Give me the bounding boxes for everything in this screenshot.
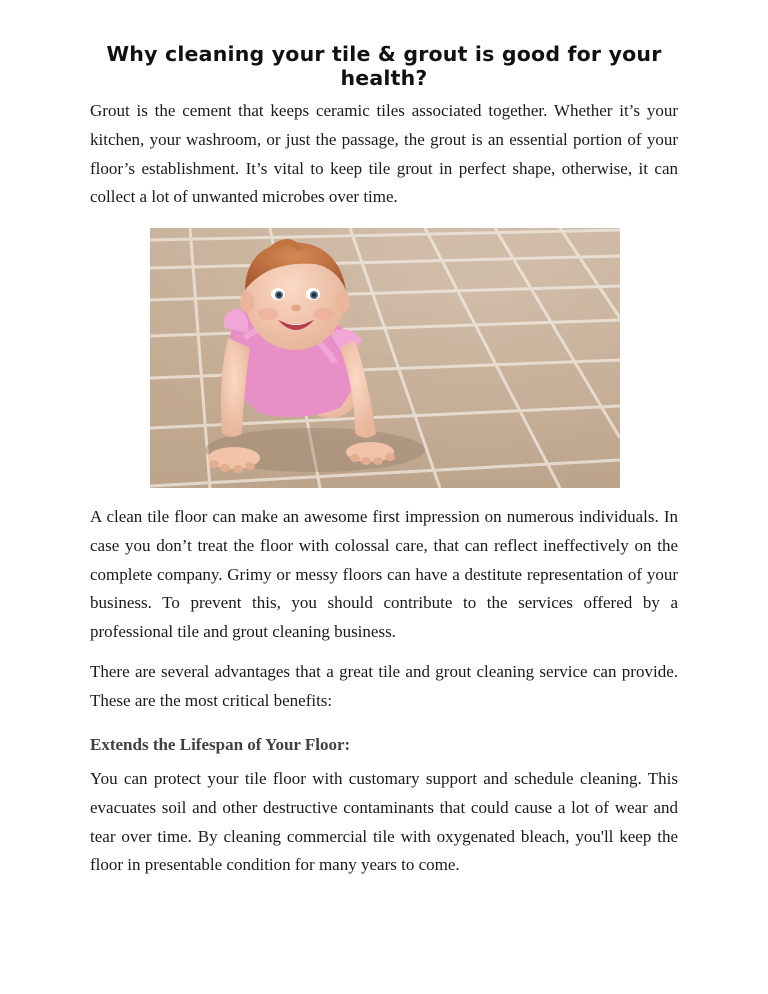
baby-on-tile-floor-photo (150, 228, 620, 488)
first-impression-paragraph: A clean tile floor can make an awesome first impression on numerous individuals. In case you don’t treat the floor with colossal care, that can reflect ineffectively on the complete company. Grimy or messy floors can have a destitute representation of your business. To prevent this, you should contribute to the services offered by a professional tile and grout cleaning business. (90, 507, 678, 642)
page-title: Why cleaning your tile & grout is good for your health? (106, 42, 662, 90)
advantages-paragraph: There are several advantages that a great tile and grout cleaning service can provide. These are the most critical benefits: (90, 662, 678, 710)
section-heading: Extends the Lifespan of Your Floor: (90, 735, 351, 754)
lifespan-paragraph: You can protect your tile floor with customary support and schedule cleaning. This evacuates soil and other destructive contaminants that could cause a lot of wear and tear over time. By cleaning commercial tile with oxygenated bleach, you'll keep the floor in presentable condition for many years to come. (90, 769, 678, 875)
intro-paragraph: Grout is the cement that keeps ceramic tiles associated together. Whether it’s your kitchen, your washroom, or just the passage, the grout is an essential portion of your floor’s establishment. It’s vital to keep tile grout in perfect shape, otherwise, it can collect a lot of unwanted microbes over time. (90, 101, 678, 207)
